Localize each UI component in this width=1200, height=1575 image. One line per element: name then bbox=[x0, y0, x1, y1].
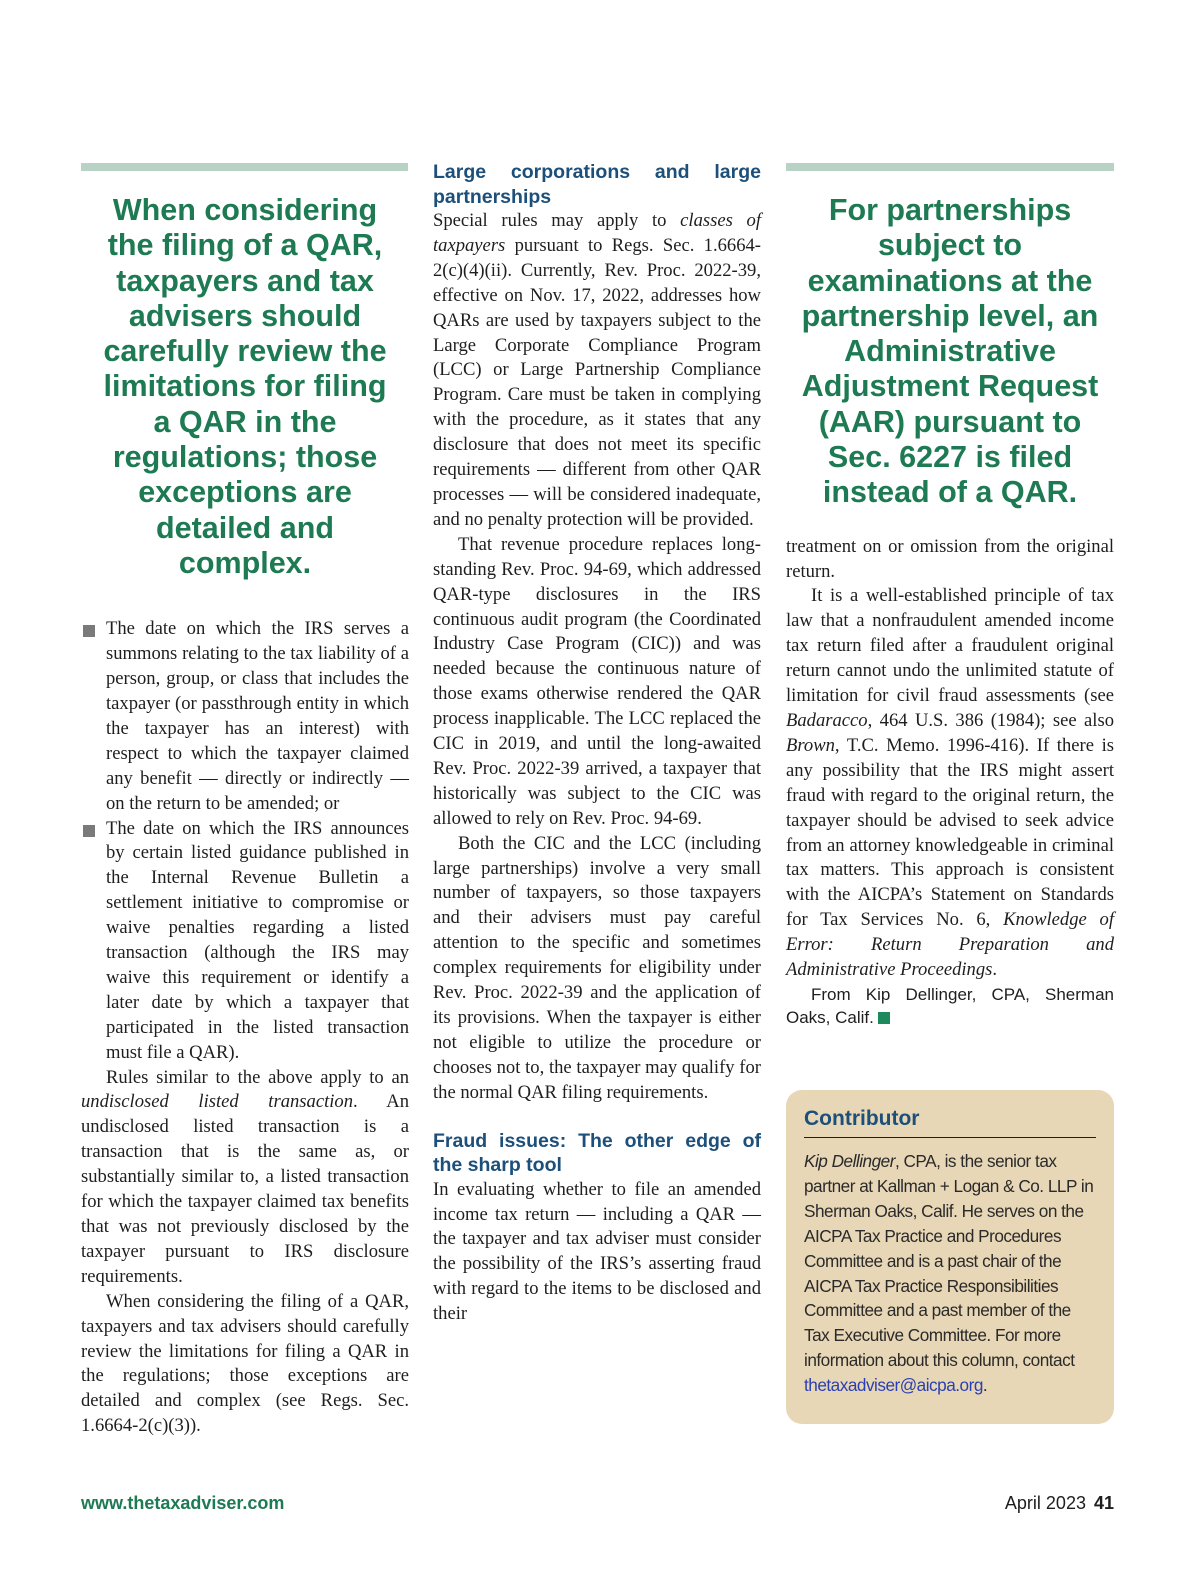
paragraph: It is a well-established principle of tax law that a nonfraudulent amended income tax return filed after a fraudulent original return cannot undo the unlimited statute of limitation for civil fraud assessments (see Badaracco, 464 U.S. 386 (1984); see also Brown, T.C. Memo. 1996-416). If there is any possibility that the IRS might assert fraud with regard to the original return, the taxpayer should be advised to seek advice from an attorney knowledgeable in criminal tax matters. This approach is consistent with the AICPA’s Statement on Standards for Tax Services No. 6, Knowledge of Error: Return Preparation and Administrative Proceedings. bbox=[786, 585, 1114, 981]
end-mark-icon bbox=[878, 1012, 890, 1024]
paragraph: That revenue procedure replaces long-standing Rev. Proc. 94-69, which addressed QAR-type disclosures in the IRS continuous audit program (the Coordinated Industry Case Program (CIC)) and was needed because the continuous nature of those exams otherwise rendered the QAR process inapplicable. The LCC replaced the CIC in 2019, and until the long-awaited Rev. Proc. 2022-39 arrived, a taxpayer that historically was subject to the CIC was allowed to rely on Rev. Proc. 94-69. bbox=[433, 533, 761, 829]
page-number: 41 bbox=[1093, 1493, 1114, 1513]
column-left bbox=[81, 193, 409, 1439]
section-heading: Fraud issues: The other edge of the sharp tool bbox=[433, 1129, 761, 1177]
section-heading: Large corporations and large partnerships bbox=[433, 161, 761, 208]
paragraph: treatment on or omission from the original return. bbox=[786, 535, 1114, 582]
paragraph: Both the CIC and the LCC (including large partnerships) involve a very small number of taxpayers, so those taxpayers and their advisers must pay careful attention to the specific and sometimes complex requirements for eligibility under Rev. Proc. 2022-39 and the application of its provisions. When the taxpayer is either not eligible to utilize the procedure or chooses not to, the taxpayer may qualify for the normal QAR filing requirements. bbox=[433, 832, 761, 1103]
footer-url: www.thetaxadviser.com bbox=[81, 1493, 285, 1513]
pullquote-left: When considering the filing of a QAR, taxpayers and tax advisers should carefully review the limitations for filing a QAR in the regulations; those exceptions are detailed and complex. bbox=[103, 193, 387, 580]
contributor-email-link[interactable]: thetaxadviser@aicpa.org bbox=[804, 1375, 983, 1396]
bullet-list bbox=[81, 617, 409, 1065]
contributor-name: Kip Dellinger bbox=[804, 1151, 895, 1171]
list-item bbox=[81, 817, 409, 1066]
paragraph: In evaluating whether to file an amended income tax return — including a QAR — the taxpayer and tax adviser must consider the possibility of the IRS’s asserting fraud with regard to the items to be disclosed and their bbox=[433, 1178, 761, 1325]
column-right bbox=[786, 193, 1114, 1029]
left-pullquote-rule bbox=[81, 163, 408, 171]
contributor-title: Contributor bbox=[804, 1106, 1096, 1138]
bullet-square-icon bbox=[83, 625, 95, 637]
footer-issue bbox=[1005, 1493, 1114, 1514]
footer-date: April 2023 bbox=[1004, 1493, 1086, 1513]
pullquote-right: For partnerships subject to examinations at the partnership level, an Administrative Adjustment Request (AAR) pursuant to Sec. 6227 is filed instead of a QAR. bbox=[801, 193, 1099, 510]
contributor-bio: Kip Dellinger, CPA, is the senior tax partner at Kallman + Logan & Co. LLP in Sherman Oaks, Calif. He serves on the AICPA Tax Practice and Procedures Committee and is a past chair of the AICPA Tax Practice Responsibilities Committee and a past member of the Tax Executive Committee. For more information about this column, contact thetaxadviser@aicpa.org. bbox=[804, 1151, 1094, 1396]
column-right-body bbox=[786, 535, 1114, 1029]
author-signature: From Kip Dellinger, CPA, Sherman Oaks, Calif. bbox=[786, 984, 1114, 1027]
paragraph: When considering the filing of a QAR, taxpayers and tax advisers should carefully review the limitations for filing a QAR in the regulations; those exceptions are detailed and complex (see Regs. Sec. 1.6664-2(c)(3)). bbox=[81, 1290, 409, 1437]
column-left-body bbox=[81, 617, 409, 1439]
column-middle bbox=[433, 160, 761, 1327]
right-pullquote-rule bbox=[786, 163, 1114, 171]
paragraph: Special rules may apply to classes of taxpayers pursuant to Regs. Sec. 1.6664-2(c)(4)(ii). Currently, Rev. Proc. 2022-39, effective on Nov. 17, 2022, addresses how QARs are used by taxpayers subject to the Large Corporate Compliance Program (LCC) or Large Partnership Compliance Program. Care must be taken in complying with the procedure, as it states that any disclosure that does not meet its specific requirements — different from other QAR processes — will be considered inadequate, and no penalty protection will be provided. bbox=[433, 210, 761, 530]
bullet-text: The date on which the IRS serves a summons relating to the tax liability of a person, group, or class that includes the taxpayer (or passthrough entity in which the taxpayer has an interest) with respect to which the taxpayer claimed any benefit — directly or indirectly — on the return to be amended; or bbox=[106, 618, 409, 814]
list-item bbox=[81, 617, 409, 816]
contributor-box bbox=[786, 1090, 1114, 1424]
bullet-square-icon bbox=[83, 825, 95, 837]
bullet-text: The date on which the IRS announces by certain listed guidance published in the Internal Revenue Bulletin a settlement initiative to compromise or waive penalties regarding a listed transaction (although the IRS may waive this requirement or identify a later date by which a taxpayer that participated in the listed transaction must file a QAR). bbox=[106, 817, 409, 1063]
paragraph: Rules similar to the above apply to an undisclosed listed transaction. An undisclosed listed transaction is a transaction that is the same as, or substantially similar to, a listed transaction for which the taxpayer claimed tax benefits that was not previously disclosed by the taxpayer pursuant to IRS disclosure requirements. bbox=[81, 1066, 409, 1287]
